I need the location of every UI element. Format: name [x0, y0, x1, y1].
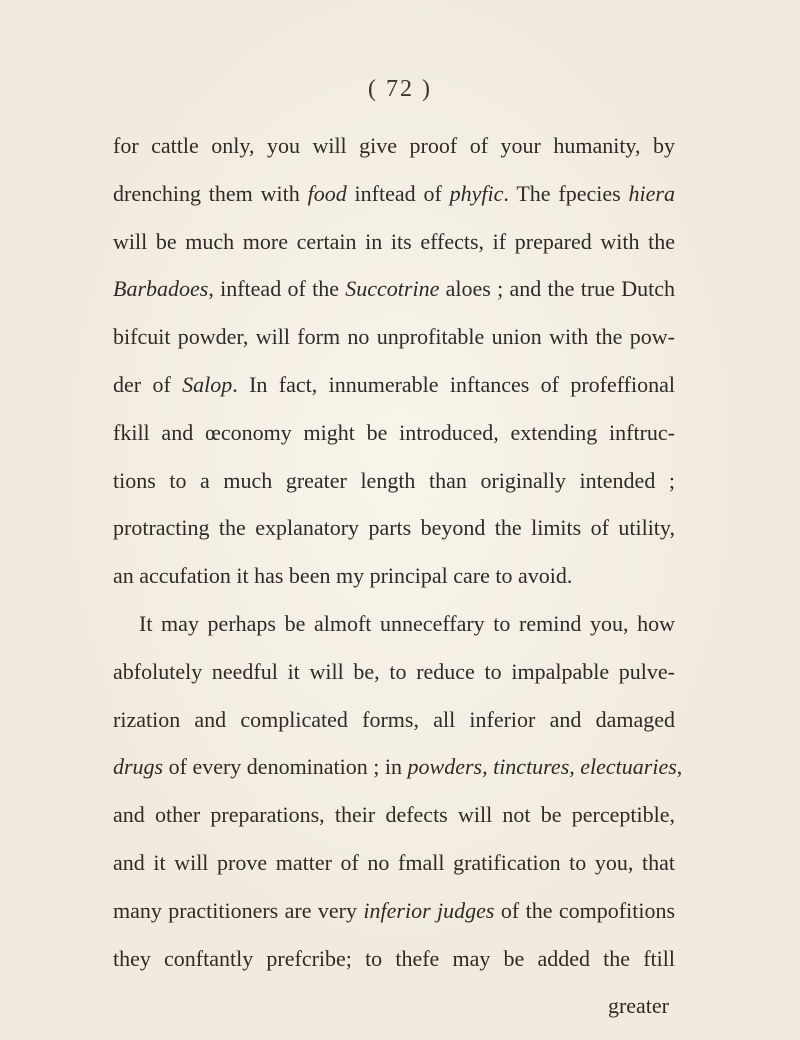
text-run: fkill and œconomy might be introduced, extending inftruc- [113, 419, 675, 445]
text-run: It may perhaps be almoft unneceffary to remind you, how [139, 610, 675, 636]
text-run: bifcuit powder, will form no unprofitable union with the pow- [113, 324, 675, 350]
text-run: . In fact, innumerable inftances of profeffional [232, 371, 675, 397]
text-line [113, 409, 675, 457]
text-line [113, 791, 675, 839]
italic-run: Salop [182, 371, 233, 397]
text-line [113, 648, 675, 696]
text-line [113, 839, 675, 887]
text-run: . The fpecies [503, 180, 629, 206]
text-run: abfolutely needful it will be, to reduce to impalpable pulve- [113, 658, 675, 684]
text-run: inftead of [346, 180, 450, 206]
text-run: , inftead of the [208, 276, 346, 302]
text-line [113, 887, 675, 935]
body-text [113, 122, 683, 1030]
text-line [113, 361, 675, 409]
italic-run: inferior judges [363, 897, 495, 923]
text-run: drenching them with [113, 180, 308, 206]
text-run: will be much more certain in its effects, if prepared with the [113, 228, 675, 254]
page-number: ( 72 ) [368, 76, 432, 102]
text-run: , [676, 754, 683, 780]
text-line [113, 313, 675, 361]
text-run: aloes ; and the true Dutch [439, 276, 675, 302]
text-line [113, 696, 675, 744]
text-run: of the compofitions [494, 897, 676, 923]
text-run: many practitioners are very [113, 897, 364, 923]
italic-run: Succotrine [345, 276, 440, 302]
text-run: an accufation it has been my principal care to avoid. [113, 563, 573, 589]
italic-run: drugs [113, 754, 164, 780]
text-line [113, 600, 675, 648]
text-line [113, 170, 675, 218]
text-line [113, 122, 675, 170]
italic-run: powders, tinctures, electuaries [407, 754, 677, 780]
text-run: for cattle only, you will give proof of your humanity, by [113, 133, 675, 158]
text-line [113, 504, 675, 552]
text-run: der of [113, 371, 183, 397]
text-run: and it will prove matter of no fmall gratification to you, that [113, 849, 675, 875]
text-line [113, 935, 675, 983]
text-line [113, 457, 675, 505]
catchword: greater [607, 993, 669, 1019]
italic-run: food [307, 180, 347, 206]
text-line [113, 743, 683, 791]
text-line [113, 552, 675, 600]
italic-run: hiera [628, 180, 675, 206]
text-run: tions to a much greater length than originally intended ; [113, 467, 675, 493]
text-run: and other preparations, their defects will not be perceptible, [113, 802, 675, 828]
text-run: of every denomination ; in [163, 754, 408, 780]
text-line [113, 265, 675, 313]
text-run: protracting the explanatory parts beyond the limits of utility, [113, 515, 675, 541]
italic-run: phyfic [449, 180, 504, 206]
italic-run: Barbadoes [113, 276, 209, 302]
text-run: they conftantly prefcribe; to thefe may be added the ftill [113, 945, 675, 971]
text-line [113, 218, 675, 266]
text-run: rization and complicated forms, all inferior and damaged [113, 706, 675, 732]
